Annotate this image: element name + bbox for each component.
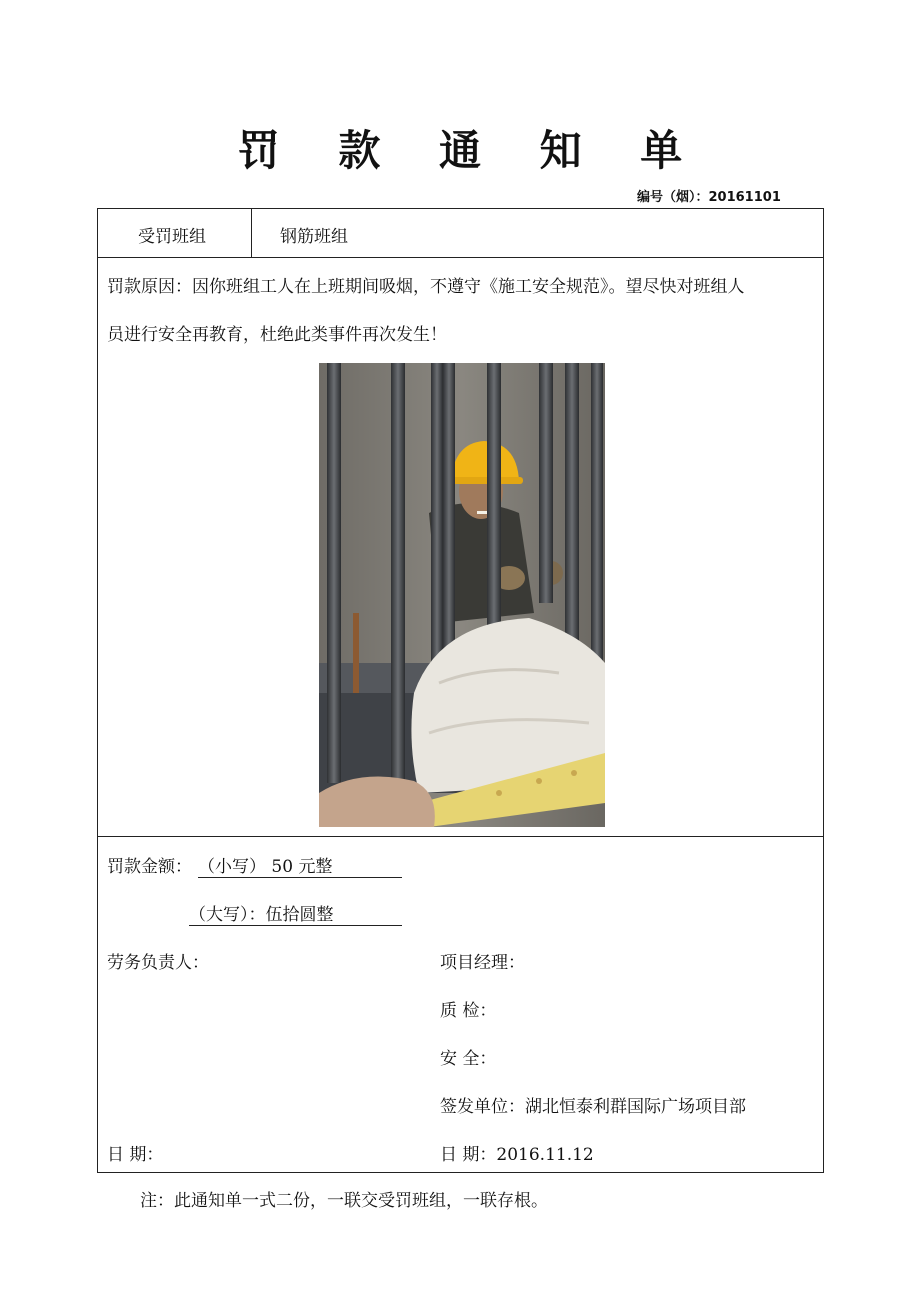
- penalized-team-label: 受罚班组: [138, 227, 206, 247]
- amount-big-wrapper: [189, 900, 402, 926]
- serial-number: 编号（烟）：20161101: [637, 190, 781, 205]
- amount-small: （小写） 50 元整: [198, 852, 402, 878]
- amount-label: 罚款金额：: [107, 857, 192, 877]
- issuer-label: 签发单位：湖北恒泰利群国际广场项目部: [440, 1097, 746, 1117]
- amount-small-wrapper: [198, 852, 402, 878]
- reason-line-2: 员进行安全再教育，杜绝此类事件再次发生！: [107, 325, 447, 345]
- labor-lead-label: 劳务负责人：: [107, 953, 209, 973]
- page-title: 罚 款 通 知 单: [237, 126, 705, 175]
- row-divider-1: [97, 257, 824, 258]
- project-manager-label: 项目经理：: [440, 953, 525, 973]
- reason-line-1: 罚款原因：因你班组工人在上班期间吸烟，不遵守《施工安全规范》。望尽快对班组人: [107, 277, 745, 297]
- safety-label: 安 全：: [440, 1049, 497, 1069]
- date-right-value: 日 期：2016.11.12: [440, 1145, 594, 1165]
- amount-big: （大写）：伍拾圆整: [189, 900, 402, 926]
- row-divider-2: [97, 836, 824, 837]
- footnote: 注：此通知单一式二份，一联交受罚班组，一联存根。: [140, 1191, 548, 1211]
- penalized-team-value: 钢筋班组: [280, 227, 348, 247]
- date-left-label: 日 期：: [107, 1145, 164, 1165]
- worker-smoking-photo: [319, 363, 605, 827]
- quality-check-label: 质 检：: [440, 1001, 497, 1021]
- column-divider: [251, 208, 252, 257]
